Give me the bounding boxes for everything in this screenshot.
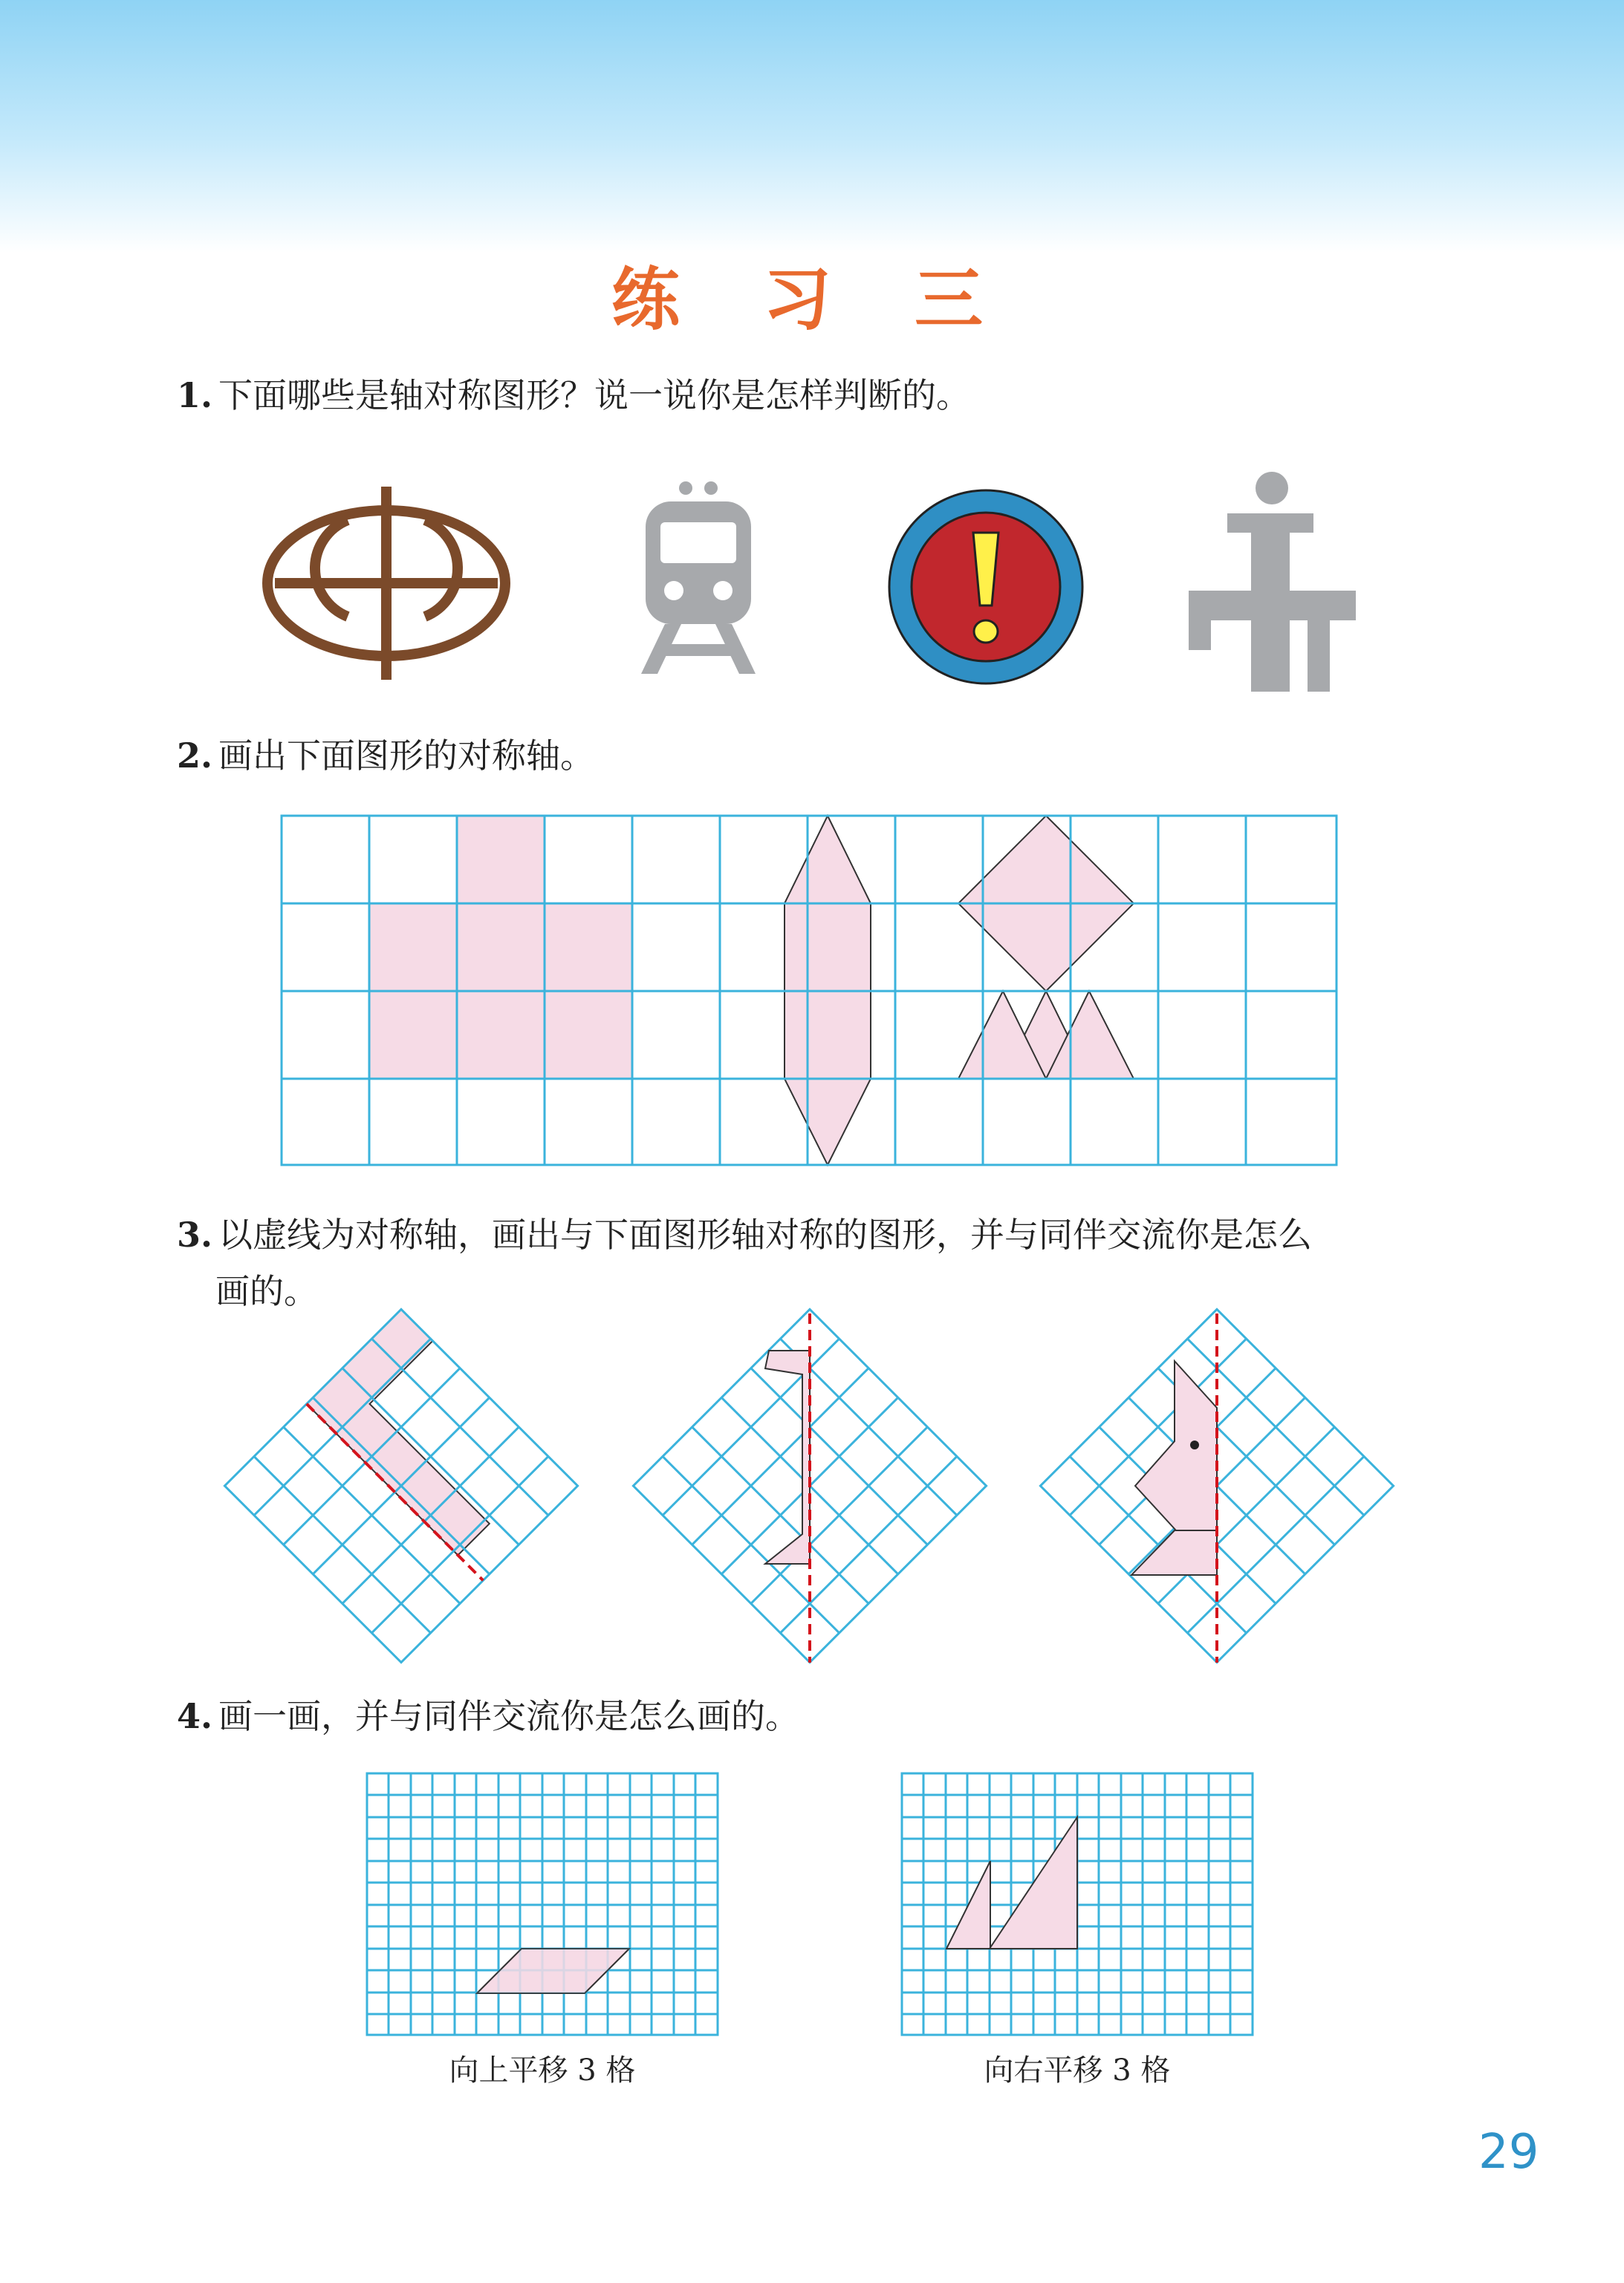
question-text: 画一画，并与同伴交流你是怎么画的。 — [218, 1696, 800, 1736]
question-text: 画出下面图形的对称轴。 — [218, 735, 595, 776]
page-title: 练 习 三 — [611, 260, 1013, 340]
brown-circle-symbol-icon — [260, 475, 513, 683]
question-text: 以虚线为对称轴，画出与下面图形轴对称的图形，并与同伴交流你是怎么 — [218, 1215, 1313, 1255]
question-text: 下面哪些是轴对称图形？说一说你是怎样判断的。 — [218, 375, 971, 415]
reflection-grid-2 — [631, 1308, 995, 1664]
question-4 — [177, 1692, 799, 1740]
diamond-bottom — [785, 1079, 871, 1165]
caption-translate-right: 向右平移 3 格 — [984, 2053, 1171, 2088]
cross-shape-top — [457, 816, 545, 903]
question-3-continued: 画的。 — [215, 1271, 318, 1311]
question-number: 3. — [177, 1215, 213, 1255]
question-number: 4. — [177, 1696, 213, 1736]
symmetry-axis-grid — [279, 812, 1341, 1169]
header-band — [0, 0, 1624, 253]
question-3 — [177, 1211, 1312, 1259]
warning-exclamation-sign-icon — [886, 487, 1086, 687]
question-2 — [177, 732, 594, 779]
reflection-grid-3 — [1039, 1308, 1403, 1664]
question-number: 1. — [177, 375, 213, 415]
gray-person-figure-icon — [1189, 472, 1356, 695]
question-number: 2. — [177, 735, 213, 776]
translation-grid-up — [364, 1770, 721, 2038]
diamond-top — [785, 816, 871, 903]
translation-grid-right — [899, 1770, 1256, 2038]
caption-translate-up: 向上平移 3 格 — [449, 2053, 636, 2088]
question-1 — [177, 371, 970, 419]
reflection-grid-1 — [223, 1308, 587, 1664]
page-number: 29 — [1478, 2125, 1539, 2180]
train-icon — [635, 479, 761, 680]
